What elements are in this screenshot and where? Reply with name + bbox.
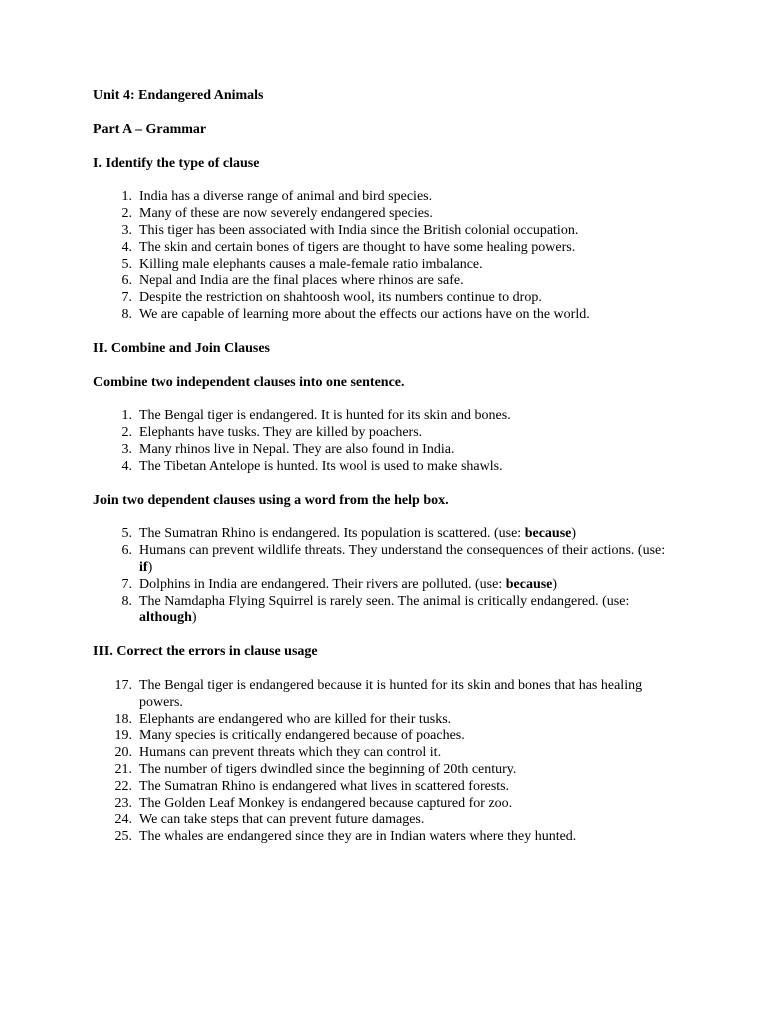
- item-text: Killing male elephants causes a male-female ratio imbalance.: [139, 256, 483, 272]
- item-text: The Bengal tiger is endangered. It is hunted for its skin and bones.: [139, 408, 511, 424]
- item-number: 25.: [114, 829, 132, 845]
- item-number: 1.: [121, 408, 132, 424]
- item-number: 6.: [121, 543, 132, 559]
- item-text: The skin and certain bones of tigers are thought to have some healing powers.: [139, 239, 576, 255]
- section3-title: III. Correct the errors in clause usage: [93, 644, 318, 660]
- join-list: [93, 526, 668, 627]
- item-number: 2.: [121, 206, 132, 222]
- list-item: [93, 240, 668, 257]
- item-number: 24.: [114, 812, 132, 828]
- item-number: 7.: [121, 290, 132, 306]
- join-instruction: Join two dependent clauses using a word from the help box.: [93, 492, 449, 508]
- item-number: 18.: [114, 711, 132, 727]
- list-item: [93, 829, 668, 846]
- item-number: 2.: [121, 425, 132, 441]
- help-word: if: [139, 559, 148, 575]
- item-end: ): [191, 610, 197, 626]
- item-number: 8.: [121, 593, 132, 609]
- item-number: 7.: [121, 576, 132, 592]
- item-text: Many of these are now severely endangered species.: [139, 206, 433, 222]
- item-sentence: The Namdapha Flying Squirrel is rarely seen. The animal is critically endangered. (use:: [139, 593, 630, 609]
- section1-title: I. Identify the type of clause: [93, 155, 260, 171]
- list-item: [93, 779, 668, 796]
- item-text: Elephants are endangered who are killed for their tusks.: [139, 711, 452, 727]
- help-word: although: [139, 610, 192, 626]
- list-item: [93, 273, 668, 290]
- item-number: 17.: [114, 677, 132, 693]
- item-text: The Tibetan Antelope is hunted. Its wool is used to make shawls.: [139, 458, 503, 474]
- item-text: The whales are endangered since they are in Indian waters where they hunted.: [139, 829, 577, 845]
- item-text: Many species is critically endangered because of poaches.: [139, 728, 465, 744]
- section2-title: II. Combine and Join Clauses: [93, 340, 270, 356]
- item-end: ): [571, 526, 577, 542]
- item-sentence: The Sumatran Rhino is endangered. Its population is scattered. (use:: [139, 526, 525, 542]
- list-item: [93, 206, 668, 223]
- list-item: [93, 728, 668, 745]
- list-item: [93, 577, 668, 594]
- list-item: [93, 442, 668, 459]
- item-text: The Bengal tiger is endangered because it is hunted for its skin and bones that has healing powers.: [139, 677, 643, 710]
- item-text: The Sumatran Rhino is endangered what lives in scattered forests.: [139, 778, 510, 794]
- item-text: We can take steps that can prevent future damages.: [139, 812, 425, 828]
- item-number: 8.: [121, 306, 132, 322]
- item-number: 19.: [114, 728, 132, 744]
- item-text: [139, 594, 668, 628]
- item-number: 22.: [114, 778, 132, 794]
- item-text: [139, 526, 668, 543]
- part-title: Part A – Grammar: [93, 121, 207, 137]
- list-item: [93, 257, 668, 274]
- item-text: The Golden Leaf Monkey is endangered because captured for zoo.: [139, 795, 513, 811]
- item-number: 21.: [114, 761, 132, 777]
- item-text: [139, 543, 668, 577]
- list-item: [93, 408, 668, 425]
- list-item: [93, 712, 668, 729]
- list-item: [93, 425, 668, 442]
- combine-list: [93, 408, 668, 475]
- item-text: Nepal and India are the final places where rhinos are safe.: [139, 273, 464, 289]
- list-item: [93, 223, 668, 240]
- list-item: [93, 459, 668, 476]
- item-text: This tiger has been associated with India since the British colonial occupation.: [139, 222, 579, 238]
- item-text: Despite the restriction on shahtoosh wool, its numbers continue to drop.: [139, 290, 542, 306]
- item-number: 3.: [121, 441, 132, 457]
- unit-title: Unit 4: Endangered Animals: [93, 88, 264, 103]
- list-item: [93, 678, 668, 712]
- item-text: [139, 577, 668, 594]
- item-sentence: Humans can prevent wildlife threats. They understand the consequences of their actions. (use:: [139, 543, 666, 559]
- item-text: Humans can prevent threats which they can control it.: [139, 745, 442, 761]
- item-end: ): [147, 559, 153, 575]
- item-number: 5.: [121, 526, 132, 542]
- list-item: [93, 526, 668, 543]
- help-word: because: [524, 526, 572, 542]
- item-number: 20.: [114, 745, 132, 761]
- item-end: ): [552, 576, 558, 592]
- item-text: India has a diverse range of animal and bird species.: [139, 189, 433, 205]
- item-number: 4.: [121, 239, 132, 255]
- section3-list: [93, 678, 668, 846]
- list-item: [93, 594, 668, 628]
- list-item: [93, 796, 668, 813]
- list-item: [93, 812, 668, 829]
- item-number: 6.: [121, 273, 132, 289]
- list-item: [93, 290, 668, 307]
- item-text: We are capable of learning more about the effects our actions have on the world.: [139, 306, 590, 322]
- item-number: 1.: [121, 189, 132, 205]
- item-number: 4.: [121, 458, 132, 474]
- list-item: [93, 543, 668, 577]
- section1-list: [93, 189, 668, 323]
- list-item: [93, 745, 668, 762]
- item-number: 5.: [121, 256, 132, 272]
- list-item: [93, 307, 668, 324]
- item-number: 3.: [121, 222, 132, 238]
- combine-instruction: Combine two independent clauses into one sentence.: [93, 374, 405, 390]
- item-text: Many rhinos live in Nepal. They are also found in India.: [139, 441, 455, 457]
- item-text: The number of tigers dwindled since the beginning of 20th century.: [139, 761, 517, 777]
- list-item: [93, 189, 668, 206]
- help-word: because: [505, 576, 553, 592]
- item-sentence: Dolphins in India are endangered. Their rivers are polluted. (use:: [139, 576, 506, 592]
- item-text: Elephants have tusks. They are killed by poachers.: [139, 425, 423, 441]
- list-item: [93, 762, 668, 779]
- item-number: 23.: [114, 795, 132, 811]
